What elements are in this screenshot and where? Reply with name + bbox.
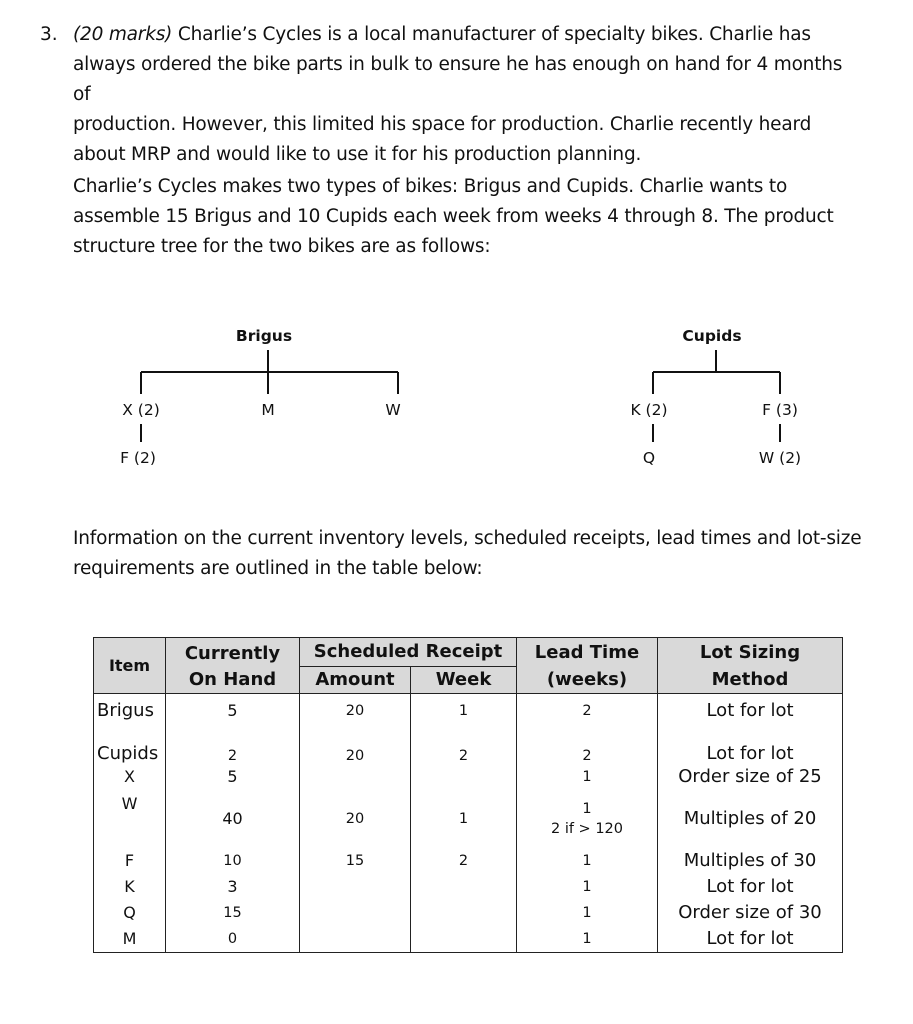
para3-line-1: Information on the current inventory levels, scheduled receipts, lead times and lot-size <box>73 528 862 549</box>
brigus-child-m: M <box>261 401 275 419</box>
intro-line-4: about MRP and would like to use it for his production planning. <box>73 144 642 165</box>
row-amount <box>300 874 411 900</box>
table-row <box>94 900 843 926</box>
header-lot-sizing-1: Lot Sizing <box>658 638 843 667</box>
brigus-root-label: Brigus <box>235 327 293 345</box>
cupids-grandchild-w: W (2) <box>758 449 802 467</box>
row-item: W <box>94 790 166 848</box>
header-scheduled-receipt: Scheduled Receipt <box>300 638 517 667</box>
row-week <box>411 926 517 953</box>
question-number: 3. <box>40 24 58 45</box>
row-amount <box>300 900 411 926</box>
inventory-table <box>93 637 843 953</box>
row-amount <box>300 764 411 790</box>
row-item: Brigus <box>94 693 166 728</box>
row-amount: 20 <box>300 693 411 728</box>
para3-line-2: requirements are outlined in the table below: <box>73 558 483 579</box>
cupids-child-f: F (3) <box>762 401 798 419</box>
cupids-root-label: Cupids <box>682 327 742 345</box>
cupids-child-k: K (2) <box>630 401 668 419</box>
header-on-hand-1: Currently <box>166 638 300 667</box>
header-lead-time-1: Lead Time <box>517 638 658 667</box>
row-lot: Lot for lot <box>658 926 843 953</box>
row-on-hand: 2 <box>166 728 300 764</box>
row-lot: Multiples of 30 <box>658 848 843 874</box>
brigus-child-x: X (2) <box>122 401 160 419</box>
row-on-hand: 10 <box>166 848 300 874</box>
row-lot: Lot for lot <box>658 728 843 764</box>
row-item: X <box>94 764 166 790</box>
row-item: Cupids <box>94 728 166 764</box>
intro-line-2: always ordered the bike parts in bulk to ensure he has enough on hand for 4 months of <box>73 54 843 105</box>
table-row <box>94 764 843 790</box>
inventory-info-paragraph <box>73 524 873 584</box>
row-on-hand: 3 <box>166 874 300 900</box>
intro-line-3: production. However, this limited his space for production. Charlie recently heard <box>73 114 812 135</box>
intro-line-1: Charlie’s Cycles is a local manufacturer of specialty bikes. Charlie has <box>177 24 811 45</box>
row-week: 1 <box>411 693 517 728</box>
row-lead: 1 <box>517 900 658 926</box>
row-lot: Multiples of 20 <box>658 790 843 848</box>
row-week <box>411 764 517 790</box>
row-lead: 1 <box>517 926 658 953</box>
row-lot: Lot for lot <box>658 693 843 728</box>
table-row <box>94 693 843 728</box>
row-week: 1 <box>411 790 517 848</box>
row-week <box>411 874 517 900</box>
table-row <box>94 848 843 874</box>
row-week: 2 <box>411 848 517 874</box>
row-on-hand: 5 <box>166 693 300 728</box>
brigus-grandchild-f: F (2) <box>120 449 156 467</box>
marks-label: (20 marks) <box>73 24 173 45</box>
row-lead-secondary: 2 if > 120 <box>550 820 623 837</box>
brigus-child-w: W <box>385 401 401 419</box>
row-lot: Order size of 25 <box>658 764 843 790</box>
header-amount: Amount <box>300 666 411 693</box>
row-week: 2 <box>411 728 517 764</box>
row-lead: 1 <box>517 848 658 874</box>
row-item: Q <box>94 900 166 926</box>
header-lot-sizing-2: Method <box>658 666 843 693</box>
row-on-hand: 40 <box>166 790 300 848</box>
header-on-hand-2: On Hand <box>166 666 300 693</box>
para2-line-3: structure tree for the two bikes are as follows: <box>73 236 491 257</box>
row-lead: 1 <box>517 874 658 900</box>
row-lead: 2 <box>517 693 658 728</box>
header-week: Week <box>411 666 517 693</box>
header-item: Item <box>94 638 166 694</box>
header-lead-time-2: (weeks) <box>517 666 658 693</box>
row-item: F <box>94 848 166 874</box>
row-lead: 1 <box>517 764 658 790</box>
row-amount: 20 <box>300 728 411 764</box>
table-row <box>94 874 843 900</box>
table-row <box>94 926 843 953</box>
cupids-grandchild-q: Q <box>642 449 656 467</box>
row-lead: 2 <box>517 728 658 764</box>
row-lead-primary: 1 <box>582 800 592 817</box>
table-row <box>94 790 843 848</box>
row-lead <box>517 790 658 848</box>
row-amount: 20 <box>300 790 411 848</box>
row-amount <box>300 926 411 953</box>
row-item: K <box>94 874 166 900</box>
row-on-hand: 0 <box>166 926 300 953</box>
row-on-hand: 5 <box>166 764 300 790</box>
para2-line-2: assemble 15 Brigus and 10 Cupids each week from weeks 4 through 8. The product <box>73 206 834 227</box>
row-on-hand: 15 <box>166 900 300 926</box>
row-lot: Lot for lot <box>658 874 843 900</box>
para2-line-1: Charlie’s Cycles makes two types of bikes: Brigus and Cupids. Charlie wants to <box>73 176 788 197</box>
row-item: M <box>94 926 166 953</box>
row-amount: 15 <box>300 848 411 874</box>
table-row <box>94 728 843 764</box>
row-lot: Order size of 30 <box>658 900 843 926</box>
row-week <box>411 900 517 926</box>
